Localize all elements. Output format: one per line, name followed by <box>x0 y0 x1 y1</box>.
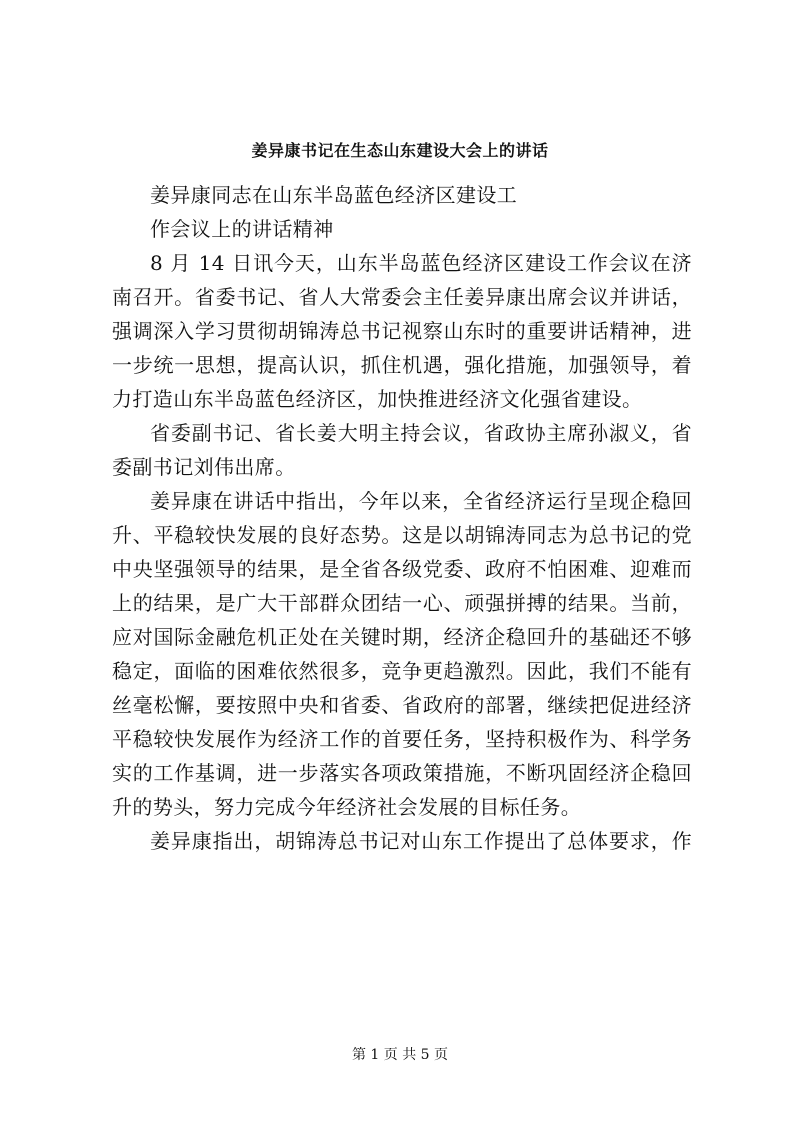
page-footer: 第 1 页 共 5 页 <box>351 1047 449 1063</box>
paragraph-line: 稳定，面临的困难依然很多，竞争更趋激烈。因此，我们不能有 <box>112 659 692 683</box>
paragraph-line: 强调深入学习贯彻胡锦涛总书记视察山东时的重要讲话精神，进 <box>112 319 692 343</box>
subtitle-line: 作会议上的讲话精神 <box>150 217 334 241</box>
paragraph-line: 应对国际金融危机正处在关键时期，经济企稳回升的基础还不够 <box>112 625 692 649</box>
paragraph-line: 姜异康指出，胡锦涛总书记对山东工作提出了总体要求，作 <box>150 829 692 853</box>
document-body <box>112 178 692 858</box>
paragraph-line: 一步统一思想，提高认识，抓住机遇，强化措施，加强领导，着 <box>112 353 692 377</box>
paragraph-line: 升、平稳较快发展的良好态势。这是以胡锦涛同志为总书记的党 <box>112 523 692 547</box>
paragraph-line: 丝毫松懈，要按照中央和省委、省政府的部署，继续把促进经济 <box>112 693 692 717</box>
paragraph-line: 中央坚强领导的结果，是全省各级党委、政府不怕困难、迎难而 <box>112 557 692 581</box>
paragraph-line: 省委副书记、省长姜大明主持会议，省政协主席孙淑义，省 <box>150 421 692 445</box>
paragraph-line: 8 月 14 日讯今天，山东半岛蓝色经济区建设工作会议在济 <box>150 251 692 275</box>
paragraph-line: 平稳较快发展作为经济工作的首要任务，坚持积极作为、科学务 <box>112 727 692 751</box>
paragraph-line: 上的结果，是广大干部群众团结一心、顽强拼搏的结果。当前， <box>112 591 692 615</box>
paragraph-line: 升的势头，努力完成今年经济社会发展的目标任务。 <box>112 795 582 819</box>
paragraph-line: 实的工作基调，进一步落实各项政策措施，不断巩固经济企稳回 <box>112 761 692 785</box>
subtitle-line: 姜异康同志在山东半岛蓝色经济区建设工 <box>150 183 518 207</box>
paragraph-line: 姜异康在讲话中指出，今年以来，全省经济运行呈现企稳回 <box>150 489 692 513</box>
paragraph-line: 南召开。省委书记、省人大常委会主任姜异康出席会议并讲话， <box>112 285 692 309</box>
paragraph-line: 委副书记刘伟出席。 <box>112 455 296 479</box>
paragraph-line: 力打造山东半岛蓝色经济区，加快推进经济文化强省建设。 <box>112 387 643 411</box>
page-title: 姜异康书记在生态山东建设大会上的讲话 <box>251 141 549 160</box>
